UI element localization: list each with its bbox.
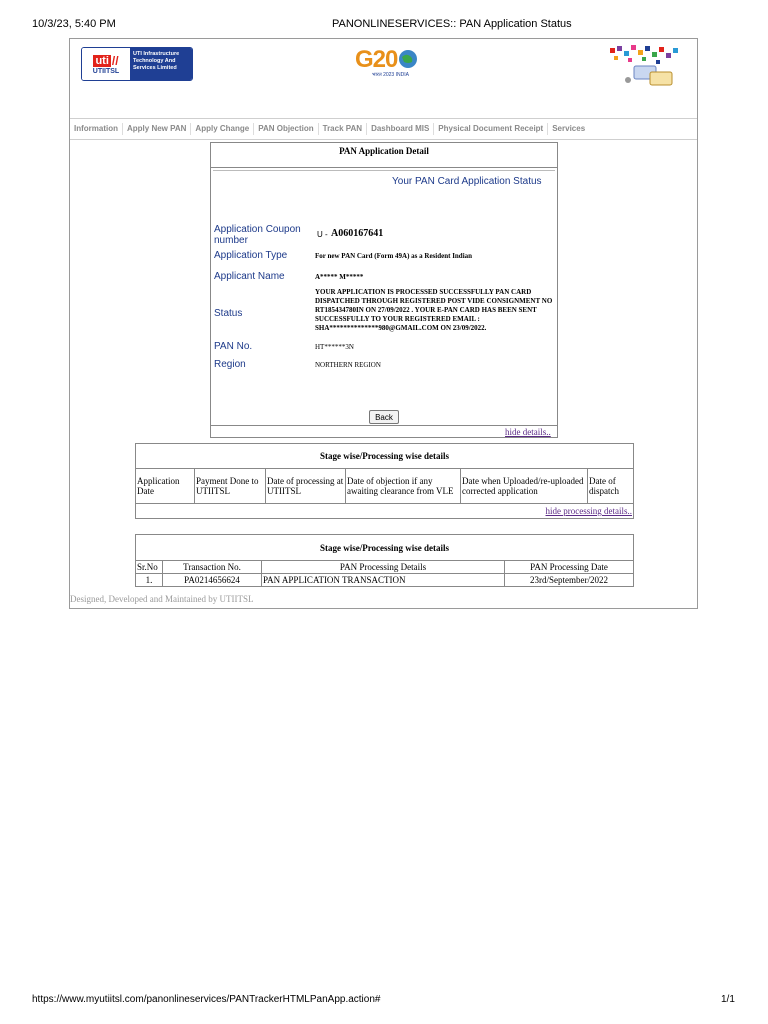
back-button[interactable]: Back: [369, 410, 399, 424]
region-label: Region: [214, 359, 246, 370]
col-date-uploaded: Date when Uploaded/re-uploaded corrected application: [461, 469, 588, 504]
cell-processing-date: 23rd/September/2022: [505, 574, 634, 587]
nav-physical-document-receipt[interactable]: Physical Document Receipt: [434, 123, 548, 135]
people-cards-icon: [604, 42, 686, 90]
nav-track-pan[interactable]: Track PAN: [319, 123, 367, 135]
col-sr-no: Sr.No: [136, 561, 163, 574]
stage-table: [135, 443, 634, 519]
applicant-name-value: A***** M*****: [315, 273, 364, 281]
g20-text: G20: [355, 46, 398, 73]
pan-number-label: PAN No.: [214, 341, 253, 352]
main-nav: [70, 118, 697, 140]
print-page-count: 1/1: [721, 994, 735, 1005]
nav-services[interactable]: Services: [552, 124, 586, 133]
g20-logo: [352, 46, 422, 82]
print-url: https://www.myutiitsl.com/panonlineservices/PANTrackerHTMLPanApp.action#: [32, 994, 381, 1005]
nav-apply-new-pan[interactable]: Apply New PAN: [123, 123, 191, 135]
stage-table-footer: [136, 504, 634, 519]
region-value: NORTHERN REGION: [315, 361, 381, 369]
status-subheading: Your PAN Card Application Status: [392, 176, 542, 187]
uti-brand: uti: [95, 54, 109, 67]
uti-slash-icon: //: [111, 53, 119, 68]
cell-processing-details: PAN APPLICATION TRANSACTION: [262, 574, 505, 587]
nav-apply-change[interactable]: Apply Change: [191, 123, 254, 135]
coupon-label: Application Coupon number: [214, 224, 301, 246]
print-page-title: PANONLINESERVICES:: PAN Application Status: [332, 18, 572, 30]
nav-pan-objection[interactable]: PAN Objection: [254, 123, 318, 135]
col-application-date: Application Date: [136, 469, 195, 504]
transaction-table: [135, 534, 634, 587]
application-type-label: Application Type: [214, 250, 288, 261]
applicant-name-label: Applicant Name: [214, 271, 285, 282]
cell-transaction-no: PA0214656624: [163, 574, 262, 587]
print-datetime: 10/3/23, 5:40 PM: [32, 18, 116, 30]
hide-processing-details-link[interactable]: hide processing details..: [545, 506, 632, 516]
detail-divider-bottom: [210, 425, 558, 426]
status-label: Status: [214, 308, 243, 319]
coupon-prefix: U -: [317, 230, 328, 239]
cell-sr-no: 1.: [136, 574, 163, 587]
col-payment-done: Payment Done to UTIITSL: [195, 469, 266, 504]
uti-brand-sub: UTIITSL: [92, 67, 120, 75]
application-type-value: For new PAN Card (Form 49A) as a Resident Indian: [315, 252, 473, 260]
col-date-of-objection: Date of objection if any awaiting clearance from VLE: [346, 469, 461, 504]
nav-information[interactable]: Information: [70, 123, 123, 135]
col-pan-processing-details: PAN Processing Details: [262, 561, 505, 574]
pan-card-graphic: [604, 42, 686, 90]
col-transaction-no: Transaction No.: [163, 561, 262, 574]
col-pan-processing-date: PAN Processing Date: [505, 561, 634, 574]
g20-subtext: भारत 2023 INDIA: [372, 72, 409, 78]
stage-table-title: Stage wise/Processing wise details: [136, 444, 634, 469]
pan-number-value: HT******3N: [315, 343, 354, 351]
uti-logo[interactable]: [81, 47, 193, 81]
coupon-number: A060167641: [331, 228, 384, 239]
transaction-table-title: Stage wise/Processing wise details: [136, 535, 634, 561]
hide-details-link[interactable]: hide details..: [505, 427, 551, 437]
col-date-of-dispatch: Date of dispatch: [588, 469, 634, 504]
detail-divider-inner: [213, 170, 555, 171]
table-row: [136, 574, 634, 587]
status-value: YOUR APPLICATION IS PROCESSED SUCCESSFULLY PAN CARD DISPATCHED THROUGH REGISTERED POST VIDE CONSIGNMENT NO RT185434780IN ON 27/09/2022 . YOUR E-PAN CARD HAS BEEN SENT SUCCESSFULLY TO YOUR REGISTERED EMAIL : SHA**************980@GMAIL.COM ON 23/09/2022.: [315, 288, 553, 332]
globe-icon: [398, 49, 418, 69]
uti-company-name: UTI Infrastructure Technology And Services Limited: [130, 48, 192, 80]
detail-divider-top: [210, 167, 558, 168]
detail-heading: PAN Application Detail: [339, 146, 429, 156]
footer-credit: Designed, Developed and Maintained by UTIITSL: [70, 594, 254, 604]
nav-dashboard-mis[interactable]: Dashboard MIS: [367, 123, 434, 135]
col-date-of-processing: Date of processing at UTIITSL: [266, 469, 346, 504]
